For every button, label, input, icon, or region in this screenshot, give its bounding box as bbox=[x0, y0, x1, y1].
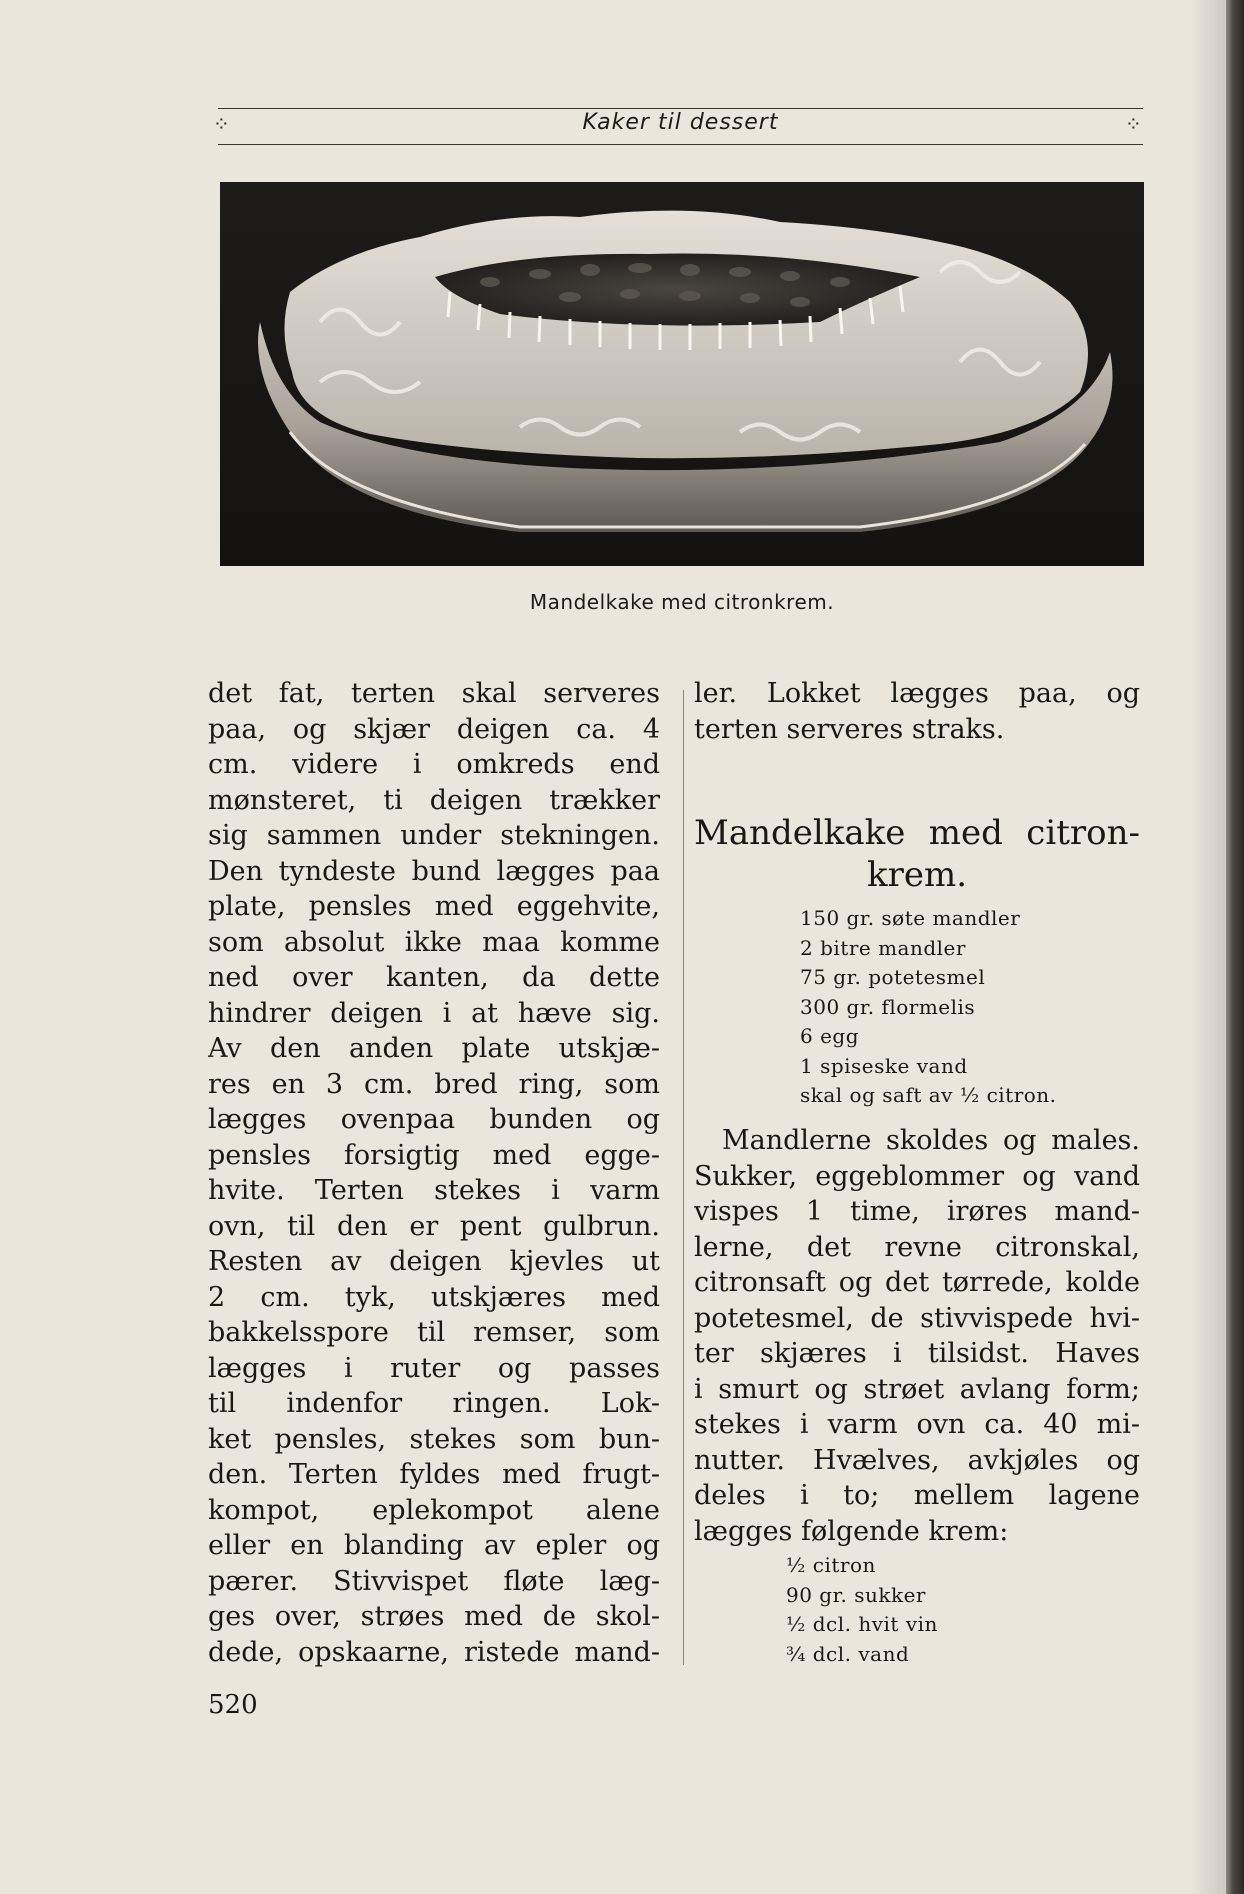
ingredient-item: 6 egg bbox=[800, 1024, 860, 1048]
text-line: paa, og skjær deigen ca. 4 bbox=[208, 713, 660, 745]
text-line: deles i to; mellem lagene bbox=[694, 1480, 1140, 1511]
text-line: pensles forsigtig med egge- bbox=[208, 1139, 660, 1171]
text-line: hvite. Terten stekes i varm bbox=[208, 1175, 660, 1206]
text-line: 2 cm. tyk, utskjæres med bbox=[208, 1281, 660, 1313]
ingredient-item: ¾ dcl. vand bbox=[786, 1641, 910, 1666]
cake-illustration bbox=[220, 182, 1144, 566]
ingredient-item: 150 gr. søte mandler bbox=[800, 906, 1021, 930]
text-line: stekes i varm ovn ca. 40 mi- bbox=[694, 1409, 1140, 1440]
text-line: i smurt og strøet avlang form; bbox=[694, 1373, 1140, 1405]
cake-photo bbox=[220, 182, 1144, 566]
text-line: pærer. Stivvispet fløte læg- bbox=[208, 1565, 660, 1597]
text-line: til indenfor ringen. Lok- bbox=[208, 1388, 660, 1419]
text-line: kompot, eplekompot alene bbox=[208, 1494, 660, 1526]
recipe-title-line-1: Mandelkake med citron- bbox=[694, 813, 1140, 853]
page-gutter-shadow bbox=[1190, 0, 1226, 1894]
text-line: lerne, det revne citronskal, bbox=[694, 1231, 1140, 1263]
page-number: 520 bbox=[208, 1690, 258, 1720]
method-text bbox=[694, 1123, 1140, 1549]
text-line: nutter. Hvælves, avkjøles og bbox=[694, 1444, 1140, 1476]
text-line: ovn, til den er pent gulbrun. bbox=[208, 1210, 660, 1242]
header-rule-bottom bbox=[218, 144, 1143, 145]
cream-ingredient-list bbox=[786, 1551, 938, 1669]
text-line: Sukker, eggeblommer og vand bbox=[694, 1160, 1140, 1192]
ingredient-item: ½ citron bbox=[786, 1553, 876, 1577]
text-line: som absolut ikke maa komme bbox=[208, 926, 660, 958]
ingredient-item: 300 gr. flormelis bbox=[800, 994, 976, 1019]
ingredient-item: 75 gr. potetesmel bbox=[800, 965, 986, 989]
text-line: Resten av deigen kjevles ut bbox=[208, 1246, 660, 1277]
text-line: sig sammen under stekningen. bbox=[208, 820, 660, 851]
text-line: ned over kanten, da dette bbox=[208, 962, 660, 993]
ingredient-item: skal og saft av ½ citron. bbox=[800, 1083, 1057, 1107]
ingredient-item: 90 gr. sukker bbox=[786, 1582, 926, 1607]
running-head: Kaker til dessert bbox=[582, 110, 779, 135]
text-line: Mandlerne skoldes og males. bbox=[722, 1125, 1140, 1156]
header-rule-top bbox=[218, 108, 1143, 109]
text-line: res en 3 cm. bred ring, som bbox=[208, 1068, 660, 1100]
text-line: hindrer deigen i at hæve sig. bbox=[208, 997, 660, 1029]
ornament-right-icon: ⁘ bbox=[1125, 112, 1142, 136]
text-line: Av den anden plate utskjæ- bbox=[208, 1033, 660, 1064]
text-line: bakkelsspore til remser, som bbox=[208, 1317, 660, 1348]
text-line: ges over, strøes med de skol- bbox=[208, 1601, 660, 1632]
text-line: eller en blanding av epler og bbox=[208, 1530, 660, 1561]
text-line: det fat, terten skal serveres bbox=[208, 678, 660, 709]
recipe-title-line-2: krem. bbox=[866, 855, 968, 895]
text-line: citronsaft og det tørrede, kolde bbox=[694, 1267, 1140, 1298]
text-line: lægges følgende krem: bbox=[694, 1515, 1009, 1547]
text-line: Den tyndeste bund lægges paa bbox=[208, 855, 660, 887]
column-divider bbox=[683, 690, 684, 1665]
text-line: lægges ovenpaa bunden og bbox=[208, 1104, 660, 1135]
ingredient-item: ½ dcl. hvit vin bbox=[786, 1612, 938, 1636]
text-line: ket pensles, stekes som bun- bbox=[208, 1423, 660, 1455]
text-line: mønsteret, ti deigen trækker bbox=[208, 784, 660, 816]
left-column-text bbox=[208, 676, 660, 1670]
page-edge bbox=[1226, 0, 1244, 1894]
figure-caption: Mandelkake med citronkrem. bbox=[529, 590, 835, 614]
text-line: plate, pensles med eggehvite, bbox=[208, 891, 660, 922]
text-line: den. Terten fyldes med frugt- bbox=[208, 1459, 660, 1490]
text-line: potetesmel, de stivvispede hvi- bbox=[694, 1302, 1140, 1334]
text-line: lægges i ruter og passes bbox=[208, 1352, 660, 1384]
recipe-title bbox=[694, 812, 1140, 896]
ingredient-item: 2 bitre mandler bbox=[800, 935, 966, 960]
text-line: ler. Lokket lægges paa, og bbox=[694, 678, 1140, 709]
text-line: cm. videre i omkreds end bbox=[208, 749, 660, 780]
right-column-continuation bbox=[694, 676, 1140, 747]
text-line: terten serveres straks. bbox=[694, 713, 1005, 745]
ingredient-item: 1 spiseske vand bbox=[800, 1053, 968, 1078]
text-line: dede, opskaarne, ristede mand- bbox=[208, 1636, 660, 1668]
ornament-left-icon: ⁘ bbox=[213, 112, 230, 136]
text-line: ter skjæres i tilsidst. Haves bbox=[694, 1338, 1140, 1369]
ingredient-list bbox=[800, 904, 1057, 1111]
text-line: vispes 1 time, irøres mand- bbox=[694, 1196, 1140, 1227]
